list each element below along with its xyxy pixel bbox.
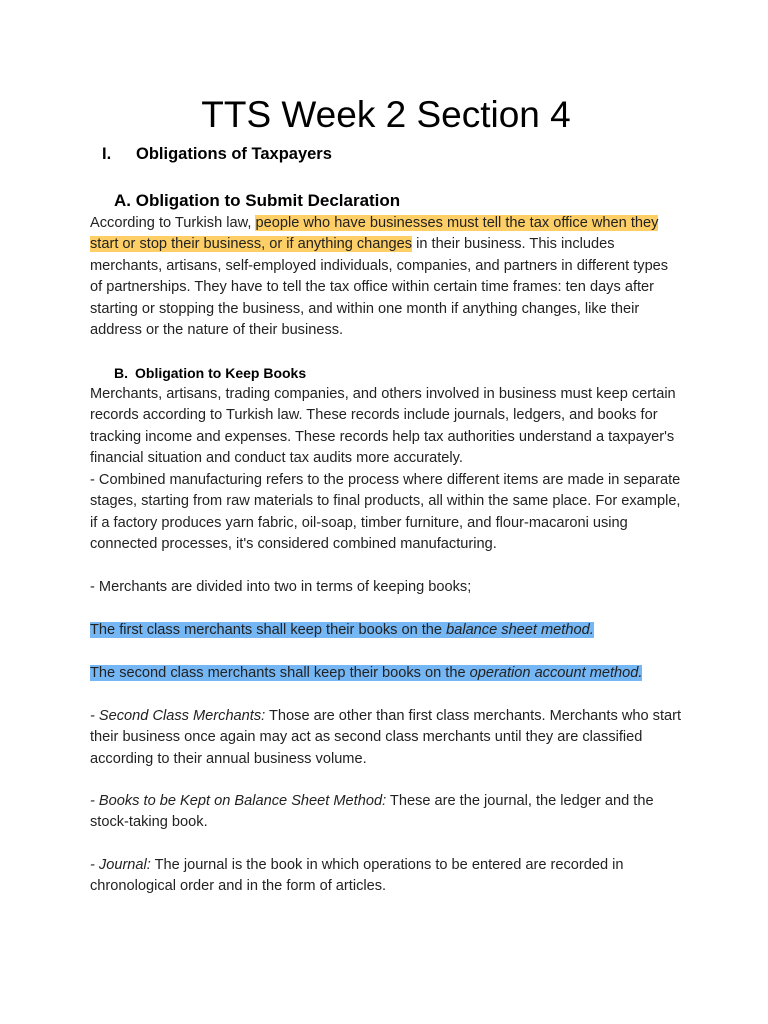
section-a-intro: According to Turkish law, (90, 215, 256, 231)
section-a-heading: A. Obligation to Submit Declaration (114, 191, 401, 210)
journal-desc: The journal is the book in which operations to be entered are recorded in chronological order and in the form of articles. (90, 857, 624, 895)
section-i-title: Obligations of Taxpayers (136, 145, 332, 163)
first-class-highlight (90, 622, 594, 638)
section-b-title: Obligation to Keep Books (135, 365, 307, 381)
books-desc: These are the journal, the ledger and the stock-taking book. (90, 793, 654, 831)
first-class-text: The first class merchants shall keep their books on the (90, 622, 447, 638)
section-i-heading (102, 144, 332, 164)
section-a-rest: in their business. This includes merchants, artisans, self-employed individuals, companies, and partners in different types of partnerships. They have to tell the tax office within certain time frames: ten days after starting or stopping the business, and within one month if anything changes, like their address or the nature of their business. (90, 236, 669, 339)
section-a-highlight: people who have businesses must tell the tax office when they start or stop their business, or if anything changes (90, 215, 659, 253)
first-class-merchants-line (90, 620, 682, 641)
first-class-method: balance sheet method. (446, 622, 594, 638)
second-class-desc: Those are other than first class merchants. Merchants who start their business once again may act as second class merchants until they are classified according to their annual business volume. (90, 708, 682, 767)
balance-sheet-books-paragraph (90, 791, 682, 834)
section-b-number: B. (114, 365, 128, 381)
second-class-label: - Second Class Merchants: (90, 708, 266, 724)
merchants-divided-line: - Merchants are divided into two in terms of keeping books; (90, 579, 472, 595)
books-label: - Books to be Kept on Balance Sheet Method: (90, 793, 387, 809)
section-b-paragraph-1: Merchants, artisans, trading companies, and others involved in business must keep certain records according to Turkish law. These records include journals, ledgers, and books for tracking income and expenses. These records help tax authorities understand a taxpayer's financial situation and conduct tax audits more accurately. (90, 386, 676, 467)
section-i-number: I. (102, 145, 112, 163)
document-title: TTS Week 2 Section 4 (201, 94, 571, 135)
second-class-highlight (90, 665, 642, 681)
section-a-paragraph (90, 213, 682, 341)
second-class-method: operation account method. (469, 665, 643, 681)
journal-paragraph (90, 855, 682, 898)
second-class-merchants-line (90, 663, 682, 684)
second-class-text: The second class merchants shall keep their books on the (90, 665, 470, 681)
second-class-merchants-paragraph (90, 706, 682, 770)
section-b-heading (114, 363, 306, 383)
journal-label: - Journal: (90, 857, 151, 873)
combined-manufacturing-paragraph: - Combined manufacturing refers to the process where different items are made in separate stages, starting from raw materials to final products, all within the same place. For example, if a factory produces yarn fabric, oil-soap, timber furniture, and flour-macaroni using connected processes, it's considered combined manufacturing. (90, 472, 681, 553)
